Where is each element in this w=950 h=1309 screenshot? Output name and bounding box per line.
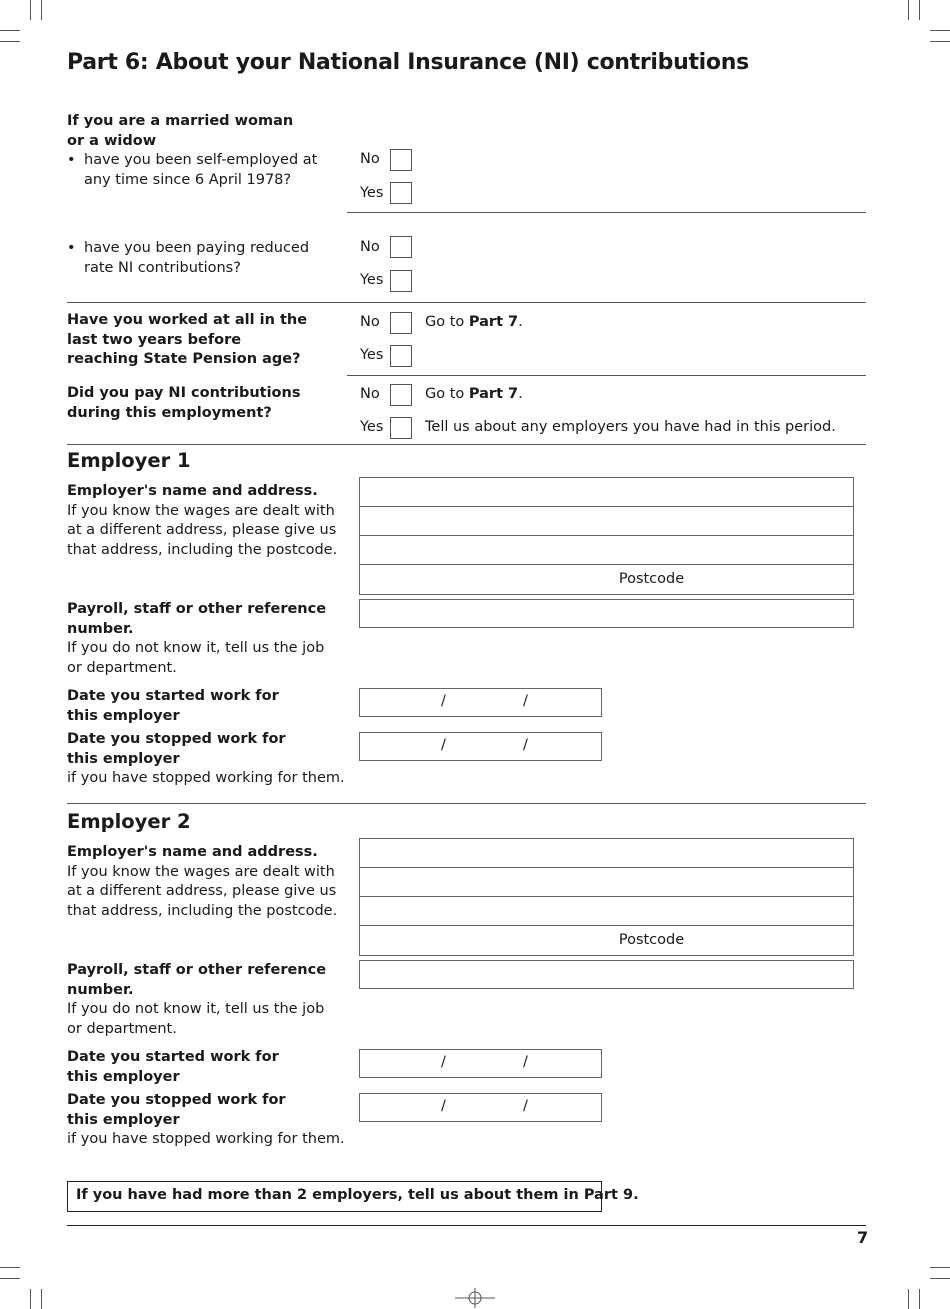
date-separator: / <box>523 1098 528 1114</box>
employer-1-address-field[interactable] <box>359 477 854 595</box>
worked-no-instruction: Go to Part 7. <box>425 314 523 330</box>
reduced-rate-question: have you been paying reduced rate NI contributions? <box>84 240 310 276</box>
part-9-link: Part 9 <box>583 1187 634 1203</box>
divider <box>347 212 866 213</box>
postcode-field[interactable]: Postcode <box>618 932 685 948</box>
self-employed-no-checkbox[interactable] <box>390 149 412 171</box>
page-title: Part 6: About your National Insurance (NI) contributions <box>67 50 749 75</box>
married-woman-heading: If you are a married woman or a widow <box>67 113 294 149</box>
crop-mark <box>908 0 909 20</box>
worked-no-checkbox[interactable] <box>390 312 412 334</box>
option-yes-label: Yes <box>360 347 384 363</box>
part-7-link: Part 7 <box>468 386 519 402</box>
employer-2-address-field[interactable] <box>359 838 854 956</box>
crop-mark <box>930 1278 950 1279</box>
date-separator: / <box>523 737 528 753</box>
employer-2-start-date-input[interactable] <box>359 1049 602 1078</box>
date-separator: / <box>441 693 446 709</box>
address-line-1[interactable] <box>360 478 853 507</box>
date-separator: / <box>441 1098 446 1114</box>
employer-2-stop-date-input[interactable] <box>359 1093 602 1122</box>
crop-mark <box>30 0 31 20</box>
date-separator: / <box>523 693 528 709</box>
crop-mark <box>0 1278 20 1279</box>
paid-ni-no-instruction: Go to Part 7. <box>425 386 523 402</box>
address-line-2[interactable] <box>360 507 853 536</box>
address-line-3[interactable] <box>360 897 853 926</box>
crop-mark <box>930 30 950 31</box>
date-started-label: Date you started work for this employer <box>67 1049 279 1085</box>
date-stopped-label: Date you stopped work for this employer if you have stopped working for them. <box>67 731 345 786</box>
crop-mark <box>41 0 42 20</box>
divider <box>347 375 866 376</box>
payroll-label: Payroll, staff or other reference number. If you do not know it, tell us the job or department. <box>67 962 327 1037</box>
employer-name-label: Employer's name and address. If you know the wages are dealt with at a different address, please give us that address, including the postcode. <box>67 483 338 558</box>
more-employers-note: If you have had more than 2 employers, tell us about them in Part 9. <box>67 1181 602 1212</box>
employer-2-heading: Employer 2 <box>67 810 191 833</box>
employer-1-stop-date-input[interactable] <box>359 732 602 761</box>
payroll-label: Payroll, staff or other reference number. If you do not know it, tell us the job or department. <box>67 601 327 676</box>
employer-1-start-date-input[interactable] <box>359 688 602 717</box>
option-yes-label: Yes <box>360 272 384 288</box>
crop-mark <box>919 1289 920 1309</box>
postcode-field[interactable]: Postcode <box>618 571 685 587</box>
divider <box>67 302 866 303</box>
crop-mark <box>0 41 20 42</box>
worked-question: Have you worked at all in the last two years before reaching State Pension age? <box>67 312 308 367</box>
date-separator: / <box>441 1054 446 1070</box>
bullet: • <box>67 152 76 168</box>
paid-ni-yes-checkbox[interactable] <box>390 417 412 439</box>
crop-mark <box>41 1289 42 1309</box>
date-started-label: Date you started work for this employer <box>67 688 279 724</box>
employer-2-payroll-input[interactable] <box>359 960 854 989</box>
page-number: 7 <box>857 1228 869 1247</box>
registration-mark-icon <box>455 1288 495 1308</box>
crop-mark <box>908 1289 909 1309</box>
option-yes-label: Yes <box>360 185 384 201</box>
option-no-label: No <box>360 314 380 330</box>
address-line-2[interactable] <box>360 868 853 897</box>
self-employed-question: have you been self-employed at any time since 6 April 1978? <box>84 152 318 188</box>
paid-ni-yes-instruction: Tell us about any employers you have had in this period. <box>425 419 836 435</box>
bullet: • <box>67 240 76 256</box>
address-line-1[interactable] <box>360 839 853 868</box>
crop-mark <box>930 41 950 42</box>
option-no-label: No <box>360 386 380 402</box>
worked-yes-checkbox[interactable] <box>390 345 412 367</box>
footer-rule <box>67 1225 866 1226</box>
employer-1-payroll-input[interactable] <box>359 599 854 628</box>
date-separator: / <box>523 1054 528 1070</box>
divider <box>67 444 866 445</box>
option-no-label: No <box>360 151 380 167</box>
employer-1-heading: Employer 1 <box>67 449 191 472</box>
date-separator: / <box>441 737 446 753</box>
reduced-rate-yes-checkbox[interactable] <box>390 270 412 292</box>
crop-mark <box>919 0 920 20</box>
employer-name-label: Employer's name and address. If you know the wages are dealt with at a different address, please give us that address, including the postcode. <box>67 844 338 919</box>
reduced-rate-no-checkbox[interactable] <box>390 236 412 258</box>
option-yes-label: Yes <box>360 419 384 435</box>
self-employed-yes-checkbox[interactable] <box>390 182 412 204</box>
paid-ni-question: Did you pay NI contributions during this employment? <box>67 385 301 421</box>
paid-ni-no-checkbox[interactable] <box>390 384 412 406</box>
address-line-3[interactable] <box>360 536 853 565</box>
option-no-label: No <box>360 239 380 255</box>
crop-mark <box>0 1267 20 1268</box>
crop-mark <box>30 1289 31 1309</box>
date-stopped-label: Date you stopped work for this employer if you have stopped working for them. <box>67 1092 345 1147</box>
part-7-link: Part 7 <box>468 314 519 330</box>
divider <box>67 803 866 804</box>
crop-mark <box>0 30 20 31</box>
crop-mark <box>930 1267 950 1268</box>
